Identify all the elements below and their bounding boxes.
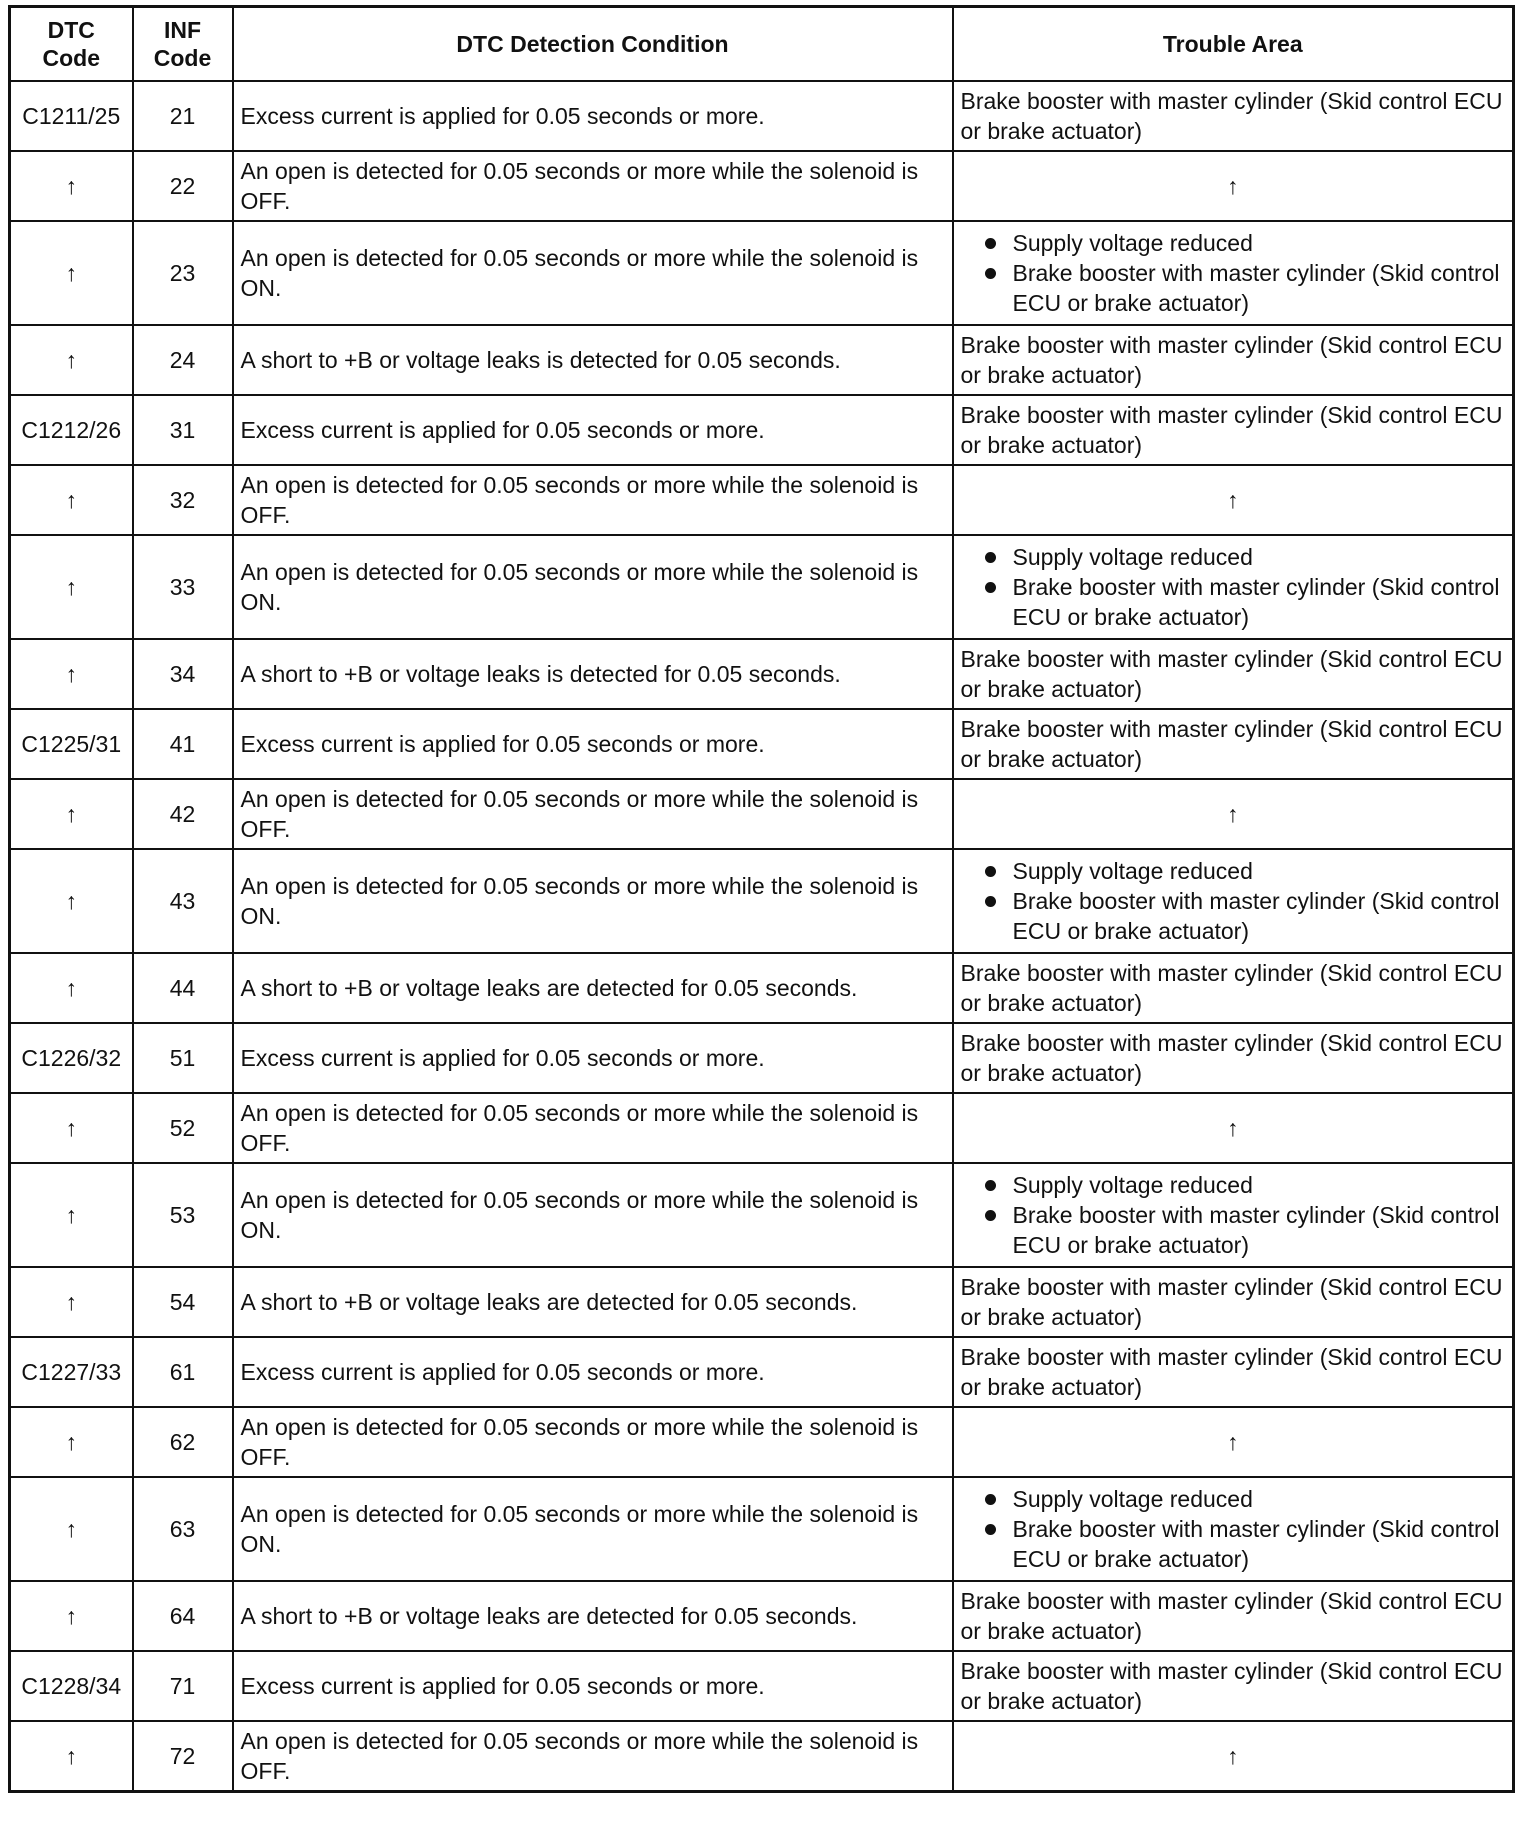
trouble-area-bullet-list [961,542,1506,632]
dtc-code-cell: ↑ [10,1477,133,1581]
trouble-area-cell: Brake booster with master cylinder (Skid control ECU or brake actuator) [953,81,1514,151]
table-header-row [10,7,1514,82]
inf-code-cell: 53 [133,1163,233,1267]
dtc-code-cell: ↑ [10,953,133,1023]
table-row [10,465,1514,535]
inf-code-cell: 23 [133,221,233,325]
table-row [10,81,1514,151]
inf-code-cell: 54 [133,1267,233,1337]
dtc-code-cell: ↑ [10,1581,133,1651]
trouble-area-cell: Brake booster with master cylinder (Skid control ECU or brake actuator) [953,1581,1514,1651]
condition-cell: A short to +B or voltage leaks is detected for 0.05 seconds. [233,325,953,395]
table-row [10,779,1514,849]
table-row [10,1407,1514,1477]
inf-code-cell: 71 [133,1651,233,1721]
table-row [10,151,1514,221]
condition-cell: Excess current is applied for 0.05 seconds or more. [233,395,953,465]
inf-code-cell: 34 [133,639,233,709]
trouble-area-cell: Brake booster with master cylinder (Skid control ECU or brake actuator) [953,1337,1514,1407]
trouble-area-cell: ↑ [953,1093,1514,1163]
dtc-code-cell: C1227/33 [10,1337,133,1407]
condition-cell: An open is detected for 0.05 seconds or more while the solenoid is OFF. [233,151,953,221]
header-dtc-code-label: DTC Code [42,17,100,71]
condition-cell: An open is detected for 0.05 seconds or more while the solenoid is OFF. [233,465,953,535]
dtc-code-cell: ↑ [10,535,133,639]
dtc-table [8,5,1515,1793]
trouble-area-cell: Brake booster with master cylinder (Skid control ECU or brake actuator) [953,325,1514,395]
condition-cell: Excess current is applied for 0.05 seconds or more. [233,1023,953,1093]
inf-code-cell: 43 [133,849,233,953]
dtc-code-cell: ↑ [10,639,133,709]
table-row [10,1477,1514,1581]
inf-code-cell: 42 [133,779,233,849]
table-row [10,1093,1514,1163]
inf-code-cell: 52 [133,1093,233,1163]
trouble-area-cell: ↑ [953,1721,1514,1792]
inf-code-cell: 63 [133,1477,233,1581]
trouble-area-cell: ↑ [953,465,1514,535]
dtc-code-cell: ↑ [10,151,133,221]
trouble-area-cell [953,535,1514,639]
trouble-area-cell: ↑ [953,779,1514,849]
trouble-area-bullet-item: Brake booster with master cylinder (Skid control ECU or brake actuator) [983,572,1506,632]
inf-code-cell: 62 [133,1407,233,1477]
condition-cell: A short to +B or voltage leaks is detected for 0.05 seconds. [233,639,953,709]
trouble-area-bullet-item: Supply voltage reduced [983,856,1506,886]
dtc-code-cell: C1212/26 [10,395,133,465]
inf-code-cell: 24 [133,325,233,395]
condition-cell: Excess current is applied for 0.05 seconds or more. [233,709,953,779]
trouble-area-cell: Brake booster with master cylinder (Skid control ECU or brake actuator) [953,953,1514,1023]
table-row [10,221,1514,325]
table-row [10,1163,1514,1267]
trouble-area-cell: ↑ [953,151,1514,221]
table-row [10,1651,1514,1721]
inf-code-cell: 64 [133,1581,233,1651]
dtc-code-cell: ↑ [10,1093,133,1163]
dtc-code-cell: ↑ [10,1163,133,1267]
condition-cell: A short to +B or voltage leaks are detected for 0.05 seconds. [233,1267,953,1337]
trouble-area-bullet-item: Supply voltage reduced [983,1170,1506,1200]
condition-cell: An open is detected for 0.05 seconds or more while the solenoid is ON. [233,535,953,639]
header-dtc-code [10,7,133,82]
trouble-area-bullet-item: Brake booster with master cylinder (Skid control ECU or brake actuator) [983,1514,1506,1574]
inf-code-cell: 51 [133,1023,233,1093]
dtc-code-cell: ↑ [10,1267,133,1337]
trouble-area-cell [953,1477,1514,1581]
dtc-code-cell: ↑ [10,465,133,535]
condition-cell: An open is detected for 0.05 seconds or more while the solenoid is ON. [233,1163,953,1267]
inf-code-cell: 33 [133,535,233,639]
trouble-area-cell: Brake booster with master cylinder (Skid control ECU or brake actuator) [953,639,1514,709]
table-row [10,1267,1514,1337]
header-trouble-area-label: Trouble Area [1162,31,1303,57]
condition-cell: Excess current is applied for 0.05 seconds or more. [233,1651,953,1721]
table-row [10,1721,1514,1792]
table-row [10,1023,1514,1093]
trouble-area-bullet-item: Brake booster with master cylinder (Skid control ECU or brake actuator) [983,258,1506,318]
dtc-code-cell: ↑ [10,779,133,849]
dtc-code-cell: C1211/25 [10,81,133,151]
condition-cell: A short to +B or voltage leaks are detected for 0.05 seconds. [233,1581,953,1651]
table-row [10,953,1514,1023]
condition-cell: An open is detected for 0.05 seconds or more while the solenoid is OFF. [233,1721,953,1792]
condition-cell: Excess current is applied for 0.05 seconds or more. [233,81,953,151]
trouble-area-bullet-item: Brake booster with master cylinder (Skid control ECU or brake actuator) [983,1200,1506,1260]
inf-code-cell: 22 [133,151,233,221]
inf-code-cell: 32 [133,465,233,535]
condition-cell: Excess current is applied for 0.05 seconds or more. [233,1337,953,1407]
dtc-code-cell: ↑ [10,849,133,953]
inf-code-cell: 44 [133,953,233,1023]
header-trouble-area [953,7,1514,82]
table-body [10,81,1514,1792]
dtc-code-cell: ↑ [10,325,133,395]
table-row [10,709,1514,779]
condition-cell: An open is detected for 0.05 seconds or more while the solenoid is OFF. [233,1093,953,1163]
table-row [10,395,1514,465]
trouble-area-cell [953,849,1514,953]
dtc-code-cell: ↑ [10,1721,133,1792]
trouble-area-cell: ↑ [953,1407,1514,1477]
trouble-area-bullet-item: Supply voltage reduced [983,542,1506,572]
trouble-area-cell [953,221,1514,325]
dtc-code-cell: ↑ [10,1407,133,1477]
header-inf-code [133,7,233,82]
trouble-area-bullet-list [961,1484,1506,1574]
condition-cell: An open is detected for 0.05 seconds or more while the solenoid is OFF. [233,1407,953,1477]
inf-code-cell: 21 [133,81,233,151]
table-row [10,535,1514,639]
trouble-area-bullet-list [961,228,1506,318]
dtc-code-cell: C1228/34 [10,1651,133,1721]
condition-cell: A short to +B or voltage leaks are detected for 0.05 seconds. [233,953,953,1023]
dtc-code-cell: ↑ [10,221,133,325]
trouble-area-cell: Brake booster with master cylinder (Skid control ECU or brake actuator) [953,709,1514,779]
condition-cell: An open is detected for 0.05 seconds or more while the solenoid is ON. [233,1477,953,1581]
inf-code-cell: 61 [133,1337,233,1407]
table-row [10,639,1514,709]
table-row [10,849,1514,953]
trouble-area-bullet-list [961,856,1506,946]
trouble-area-cell: Brake booster with master cylinder (Skid control ECU or brake actuator) [953,1023,1514,1093]
dtc-code-cell: C1225/31 [10,709,133,779]
trouble-area-bullet-item: Brake booster with master cylinder (Skid control ECU or brake actuator) [983,886,1506,946]
trouble-area-bullet-item: Supply voltage reduced [983,228,1506,258]
trouble-area-bullet-list [961,1170,1506,1260]
dtc-code-cell: C1226/32 [10,1023,133,1093]
inf-code-cell: 31 [133,395,233,465]
table-row [10,1581,1514,1651]
condition-cell: An open is detected for 0.05 seconds or more while the solenoid is OFF. [233,779,953,849]
table-row [10,325,1514,395]
header-condition-label: DTC Detection Condition [456,31,729,57]
trouble-area-cell: Brake booster with master cylinder (Skid control ECU or brake actuator) [953,1651,1514,1721]
trouble-area-cell: Brake booster with master cylinder (Skid control ECU or brake actuator) [953,1267,1514,1337]
condition-cell: An open is detected for 0.05 seconds or more while the solenoid is ON. [233,221,953,325]
table-row [10,1337,1514,1407]
inf-code-cell: 41 [133,709,233,779]
condition-cell: An open is detected for 0.05 seconds or more while the solenoid is ON. [233,849,953,953]
trouble-area-bullet-item: Supply voltage reduced [983,1484,1506,1514]
trouble-area-cell: Brake booster with master cylinder (Skid control ECU or brake actuator) [953,395,1514,465]
trouble-area-cell [953,1163,1514,1267]
inf-code-cell: 72 [133,1721,233,1792]
header-condition [233,7,953,82]
header-inf-code-label: INF Code [153,17,212,71]
